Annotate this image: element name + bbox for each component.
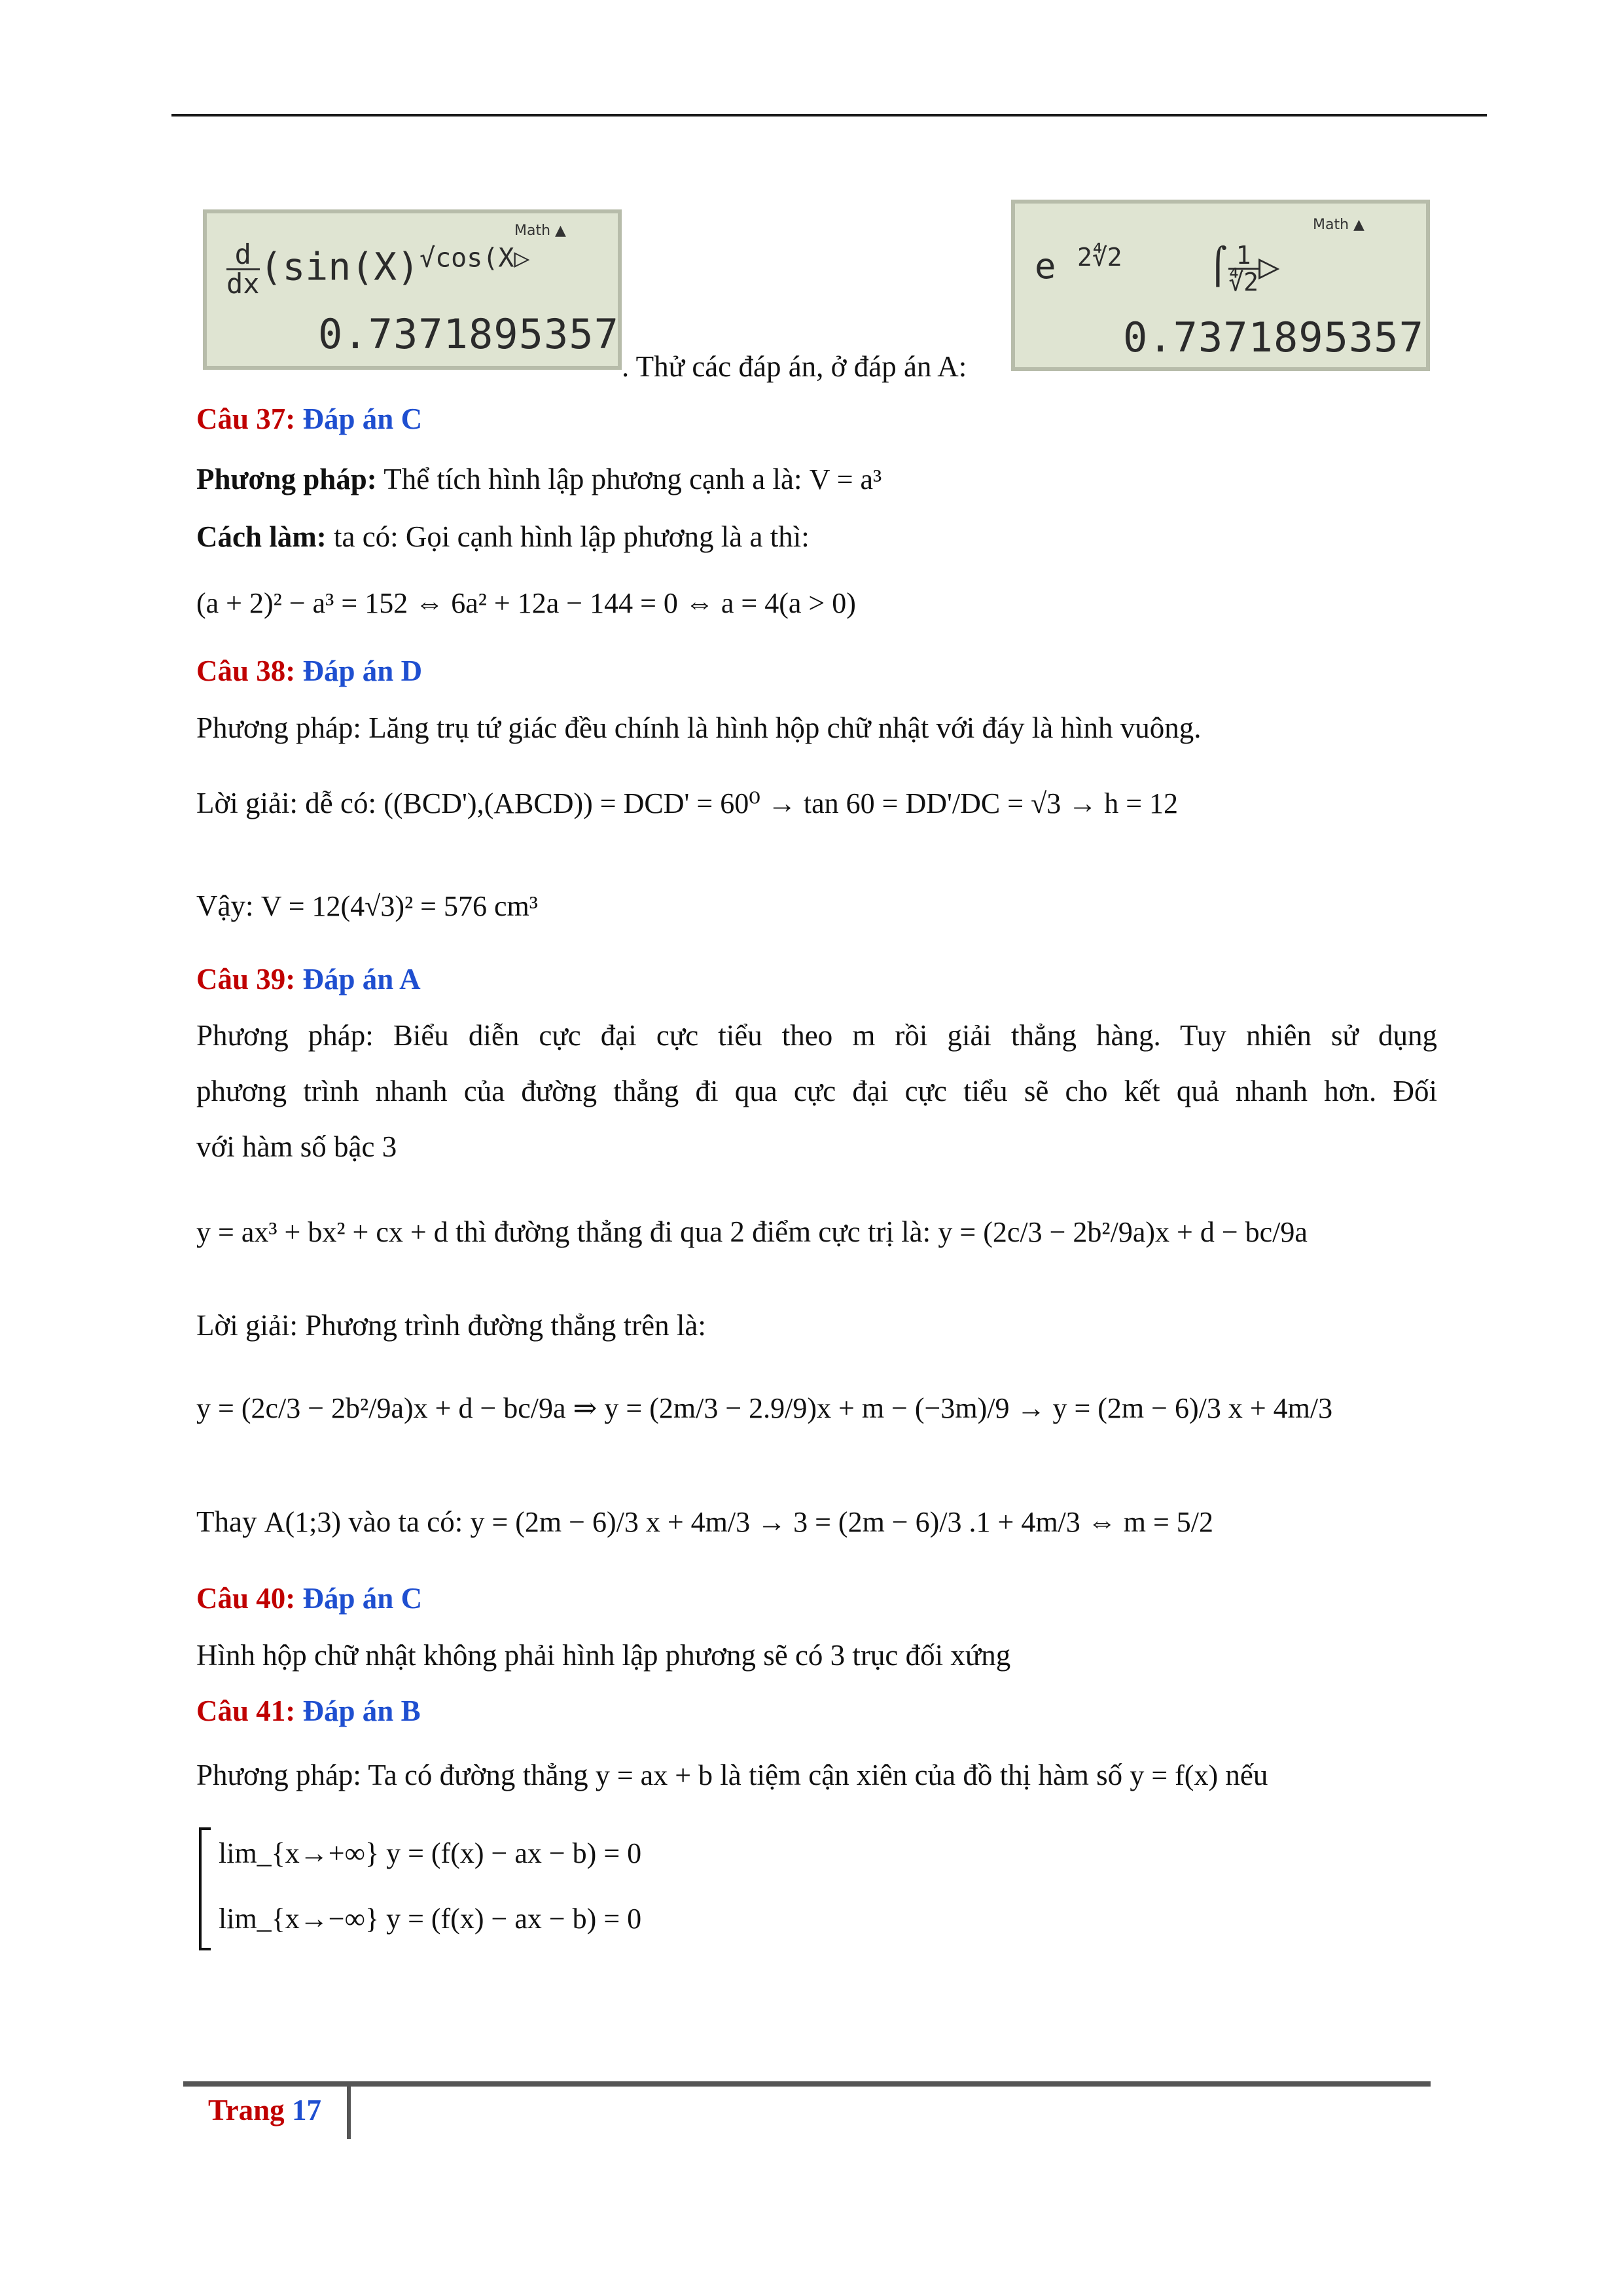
- q39-method-line-1: Phương pháp: Biểu diễn cực đại cực tiểu theo m rồi giải thẳng hàng. Tuy nhiên sử dụng: [196, 1019, 1437, 1052]
- q38-solution: Lời giải: dễ có: ((BCD'),(ABCD)) = DCD' = 60⁰ → tan 60 = DD'/DC = √3 → h = 12: [196, 787, 1179, 819]
- q39-derivation: y = (2c/3 − 2b²/9a)x + d − bc/9a ⇒ y = (2m/3 − 2.9/9)x + m − (−3m)/9 → y = (2m − 6)/3 x + 4m/3: [196, 1392, 1333, 1424]
- q41-asymptote: y = ax + b: [595, 1759, 713, 1791]
- try-answer-text: . Thử các đáp án, ở đáp án A:: [622, 350, 967, 383]
- q37-heading: Câu 37: Đáp án C: [196, 403, 423, 435]
- q40-heading: Câu 40: Đáp án C: [196, 1582, 423, 1615]
- q41-function: y = f(x): [1130, 1759, 1219, 1791]
- calc-result: 0.7371895357: [1123, 314, 1424, 361]
- calculator-screen-1: [203, 209, 622, 370]
- calc-expression: e $^{2∜2}$ ⌠ $\frac{1}{∜2}$ ▷: [1035, 241, 1280, 296]
- q39-heading: Câu 39: Đáp án A: [196, 963, 421, 996]
- q37-how: Cách làm: ta có: Gọi cạnh hình lập phương là a thì:: [196, 520, 810, 553]
- q38-volume-result: V = 12(4√3)² = 576 cm³: [260, 890, 538, 922]
- q37-volume-formula: V = a³: [809, 463, 882, 495]
- q41-limit-plus-infinity: lim_{x→+∞} y = (f(x) − ax − b) = 0: [219, 1837, 642, 1869]
- q39-cubic-line: y = ax³ + bx² + cx + d thì đường thẳng đi qua 2 điểm cực trị là: y = (2c/3 − 2b²/9a)x + d − bc/9a: [196, 1215, 1308, 1248]
- q39-solution-label: Lời giải: Phương trình đường thẳng trên là:: [196, 1309, 706, 1342]
- calc-expression: $\frac{d}{dx}$ ($\sin(X)^{√cos(X▷}$: [226, 238, 530, 300]
- q39-substitute-math: y = (2m − 6)/3 x + 4m/3 → 3 = (2m − 6)/3 .1 + 4m/3 ⇔ m = 5/2: [470, 1506, 1214, 1538]
- calc-mode-indicator: Math ▲: [1313, 217, 1364, 233]
- q41-method: Phương pháp: Ta có đường thẳng y = ax + b là tiệm cận xiên của đồ thị hàm số y = f(x) nếu: [196, 1759, 1268, 1791]
- page-number: Trang 17: [208, 2094, 321, 2126]
- q38-heading: Câu 38: Đáp án D: [196, 655, 423, 687]
- calculator-screen-2: [1011, 200, 1430, 371]
- q41-bracket: [199, 1827, 211, 1950]
- calc-result: 0.7371895357: [318, 310, 619, 358]
- q38-conclusion: Vậy: V = 12(4√3)² = 576 cm³: [196, 889, 538, 922]
- footer-divider: [347, 2081, 351, 2139]
- q38-solution-math: ((BCD'),(ABCD)) = DCD' = 60⁰ → tan 60 = DD'/DC = √3 → h = 12: [383, 787, 1179, 819]
- q38-method: Phương pháp: Lăng trụ tứ giác đều chính là hình hộp chữ nhật với đáy là hình vuông.: [196, 711, 1202, 744]
- q39-substitute: Thay A(1;3) vào ta có: y = (2m − 6)/3 x + 4m/3 → 3 = (2m − 6)/3 .1 + 4m/3 ⇔ m = 5/2: [196, 1505, 1214, 1538]
- q39-method-line-3: với hàm số bậc 3: [196, 1130, 397, 1163]
- q39-point: A(1;3): [264, 1506, 342, 1538]
- q39-cubic-formula: y = ax³ + bx² + cx + d: [196, 1216, 448, 1248]
- q41-heading: Câu 41: Đáp án B: [196, 1695, 421, 1727]
- q39-line-formula: y = (2c/3 − 2b²/9a)x + d − bc/9a: [938, 1216, 1308, 1248]
- header-rule: [171, 114, 1487, 117]
- footer-rule: [183, 2081, 1431, 2087]
- q37-equation: (a + 2)² − a³ = 152 ⇔ 6a² + 12a − 144 = 0 ⇔ a = 4(a > 0): [196, 587, 856, 619]
- calc-mode-indicator: Math ▲: [514, 223, 566, 239]
- q41-limit-minus-infinity: lim_{x→−∞} y = (f(x) − ax − b) = 0: [219, 1903, 642, 1935]
- q40-text: Hình hộp chữ nhật không phải hình lập phương sẽ có 3 trục đối xứng: [196, 1639, 1011, 1672]
- q39-method-line-2: phương trình nhanh của đường thẳng đi qua cực đại cực tiểu sẽ cho kết quả nhanh hơn. Đối: [196, 1075, 1437, 1107]
- q37-method: Phương pháp: Thể tích hình lập phương cạnh a là: V = a³: [196, 463, 882, 495]
